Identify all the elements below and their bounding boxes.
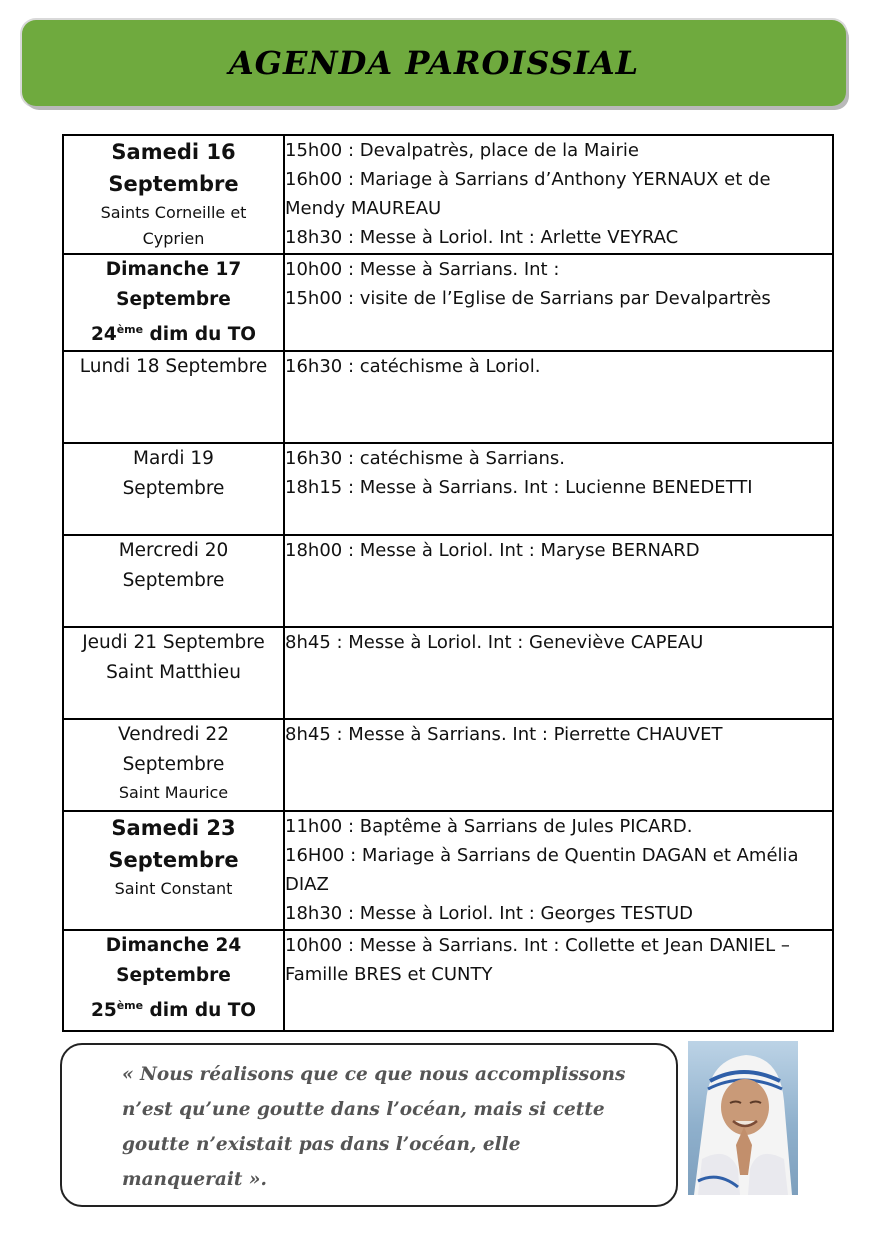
saint-label: Cyprien [142, 229, 205, 248]
quote-line: goutte n’existait pas dans l’océan, elle [122, 1134, 521, 1155]
page-title: AGENDA PAROISSIAL [228, 44, 640, 82]
day-label: Mercredi 20 [118, 540, 229, 562]
day-label: Dimanche 17 [105, 259, 242, 280]
agenda-row [63, 535, 833, 627]
agenda-row [63, 627, 833, 719]
saint-label: Saints Corneille et [100, 203, 247, 222]
events-cell [284, 135, 833, 254]
day-cell [63, 351, 284, 443]
day-label: Mardi 19 [133, 448, 214, 470]
agenda-table [62, 134, 834, 1032]
events-cell [284, 351, 833, 443]
event-item: 16H00 : Mariage à Sarrians de Quentin DAGAN et Amélia DIAZ [285, 845, 799, 896]
event-item: 8h45 : Messe à Sarrians. Int : Pierrette CHAUVET [285, 724, 723, 746]
quote-line: manquerait ». [122, 1169, 267, 1190]
events-cell [284, 254, 833, 351]
events-cell [284, 811, 833, 930]
day-label: Saint Matthieu [106, 662, 241, 684]
agenda-row [63, 135, 833, 254]
day-cell [63, 811, 284, 930]
agenda-row [63, 351, 833, 443]
header-banner [22, 20, 846, 106]
day-label: Lundi 18 Septembre [79, 356, 268, 378]
day-cell [63, 254, 284, 351]
day-cell [63, 443, 284, 535]
day-label: Samedi 23 [111, 816, 236, 841]
day-label: Septembre [116, 289, 231, 310]
week-number: 24 [90, 324, 117, 346]
events-cell [284, 719, 833, 811]
quote-box [60, 1043, 678, 1207]
week-number: 25 [90, 1000, 117, 1022]
day-label: Dimanche 24 [105, 935, 242, 957]
day-cell [63, 930, 284, 1031]
ordinal-suffix: ème [116, 323, 144, 336]
event-item: 11h00 : Baptême à Sarrians de Jules PICARD. [285, 816, 693, 838]
event-item: 18h30 : Messe à Loriol. Int : Georges TESTUD [285, 903, 694, 925]
agenda-row [63, 719, 833, 811]
agenda-row [63, 443, 833, 535]
week-label: dim du TO [143, 324, 257, 346]
events-cell [284, 930, 833, 1031]
day-label: Septembre [108, 848, 239, 873]
day-label: Samedi 16 [111, 140, 236, 164]
day-label: Septembre [122, 570, 225, 592]
ordinal-suffix: ème [116, 999, 144, 1013]
event-item: 10h00 : Messe à Sarrians. Int : [285, 259, 560, 280]
events-cell [284, 443, 833, 535]
event-item: 16h00 : Mariage à Sarrians d’Anthony YERNAUX et de Mendy MAUREAU [285, 169, 771, 219]
day-label: Septembre [122, 478, 225, 500]
agenda-row [63, 811, 833, 930]
portrait-photo [688, 1041, 798, 1195]
day-label: Jeudi 21 Septembre [82, 632, 265, 654]
day-label: Septembre [116, 965, 231, 987]
saint-label: Saint Constant [114, 879, 233, 899]
event-item: 16h30 : catéchisme à Loriol. [285, 356, 541, 378]
event-item: 10h00 : Messe à Sarrians. Int : Collette et Jean DANIEL – Famille BRES et CUNTY [285, 935, 790, 986]
event-item: 18h00 : Messe à Loriol. Int : Maryse BERNARD [285, 540, 700, 562]
quote-text [122, 1057, 662, 1197]
quote-line: n’est qu’une goutte dans l’océan, mais si cette [122, 1099, 605, 1120]
day-cell [63, 719, 284, 811]
day-label: Septembre [108, 172, 239, 196]
portrait-illustration [688, 1041, 798, 1195]
day-label: Septembre [122, 754, 225, 776]
day-cell [63, 627, 284, 719]
event-item: 16h30 : catéchisme à Sarrians. [285, 448, 566, 470]
saint-label: Saint Maurice [118, 783, 229, 803]
event-item: 18h30 : Messe à Loriol. Int : Arlette VEYRAC [285, 227, 679, 248]
event-item: 15h00 : Devalpatrès, place de la Mairie [285, 140, 639, 161]
agenda-row [63, 254, 833, 351]
week-label: dim du TO [143, 1000, 257, 1022]
liturgical-week [64, 315, 283, 350]
event-item: 18h15 : Messe à Sarrians. Int : Lucienne BENEDETTI [285, 477, 753, 499]
quote-line: « Nous réalisons que ce que nous accomplissons [122, 1064, 626, 1085]
events-cell [284, 627, 833, 719]
agenda-row [63, 930, 833, 1031]
event-item: 15h00 : visite de l’Eglise de Sarrians par Devalpartrès [285, 288, 771, 309]
day-label: Vendredi 22 [118, 724, 229, 746]
events-cell [284, 535, 833, 627]
day-cell [63, 535, 284, 627]
event-item: 8h45 : Messe à Loriol. Int : Geneviève CAPEAU [285, 632, 704, 654]
day-cell [63, 135, 284, 254]
liturgical-week [64, 991, 283, 1026]
